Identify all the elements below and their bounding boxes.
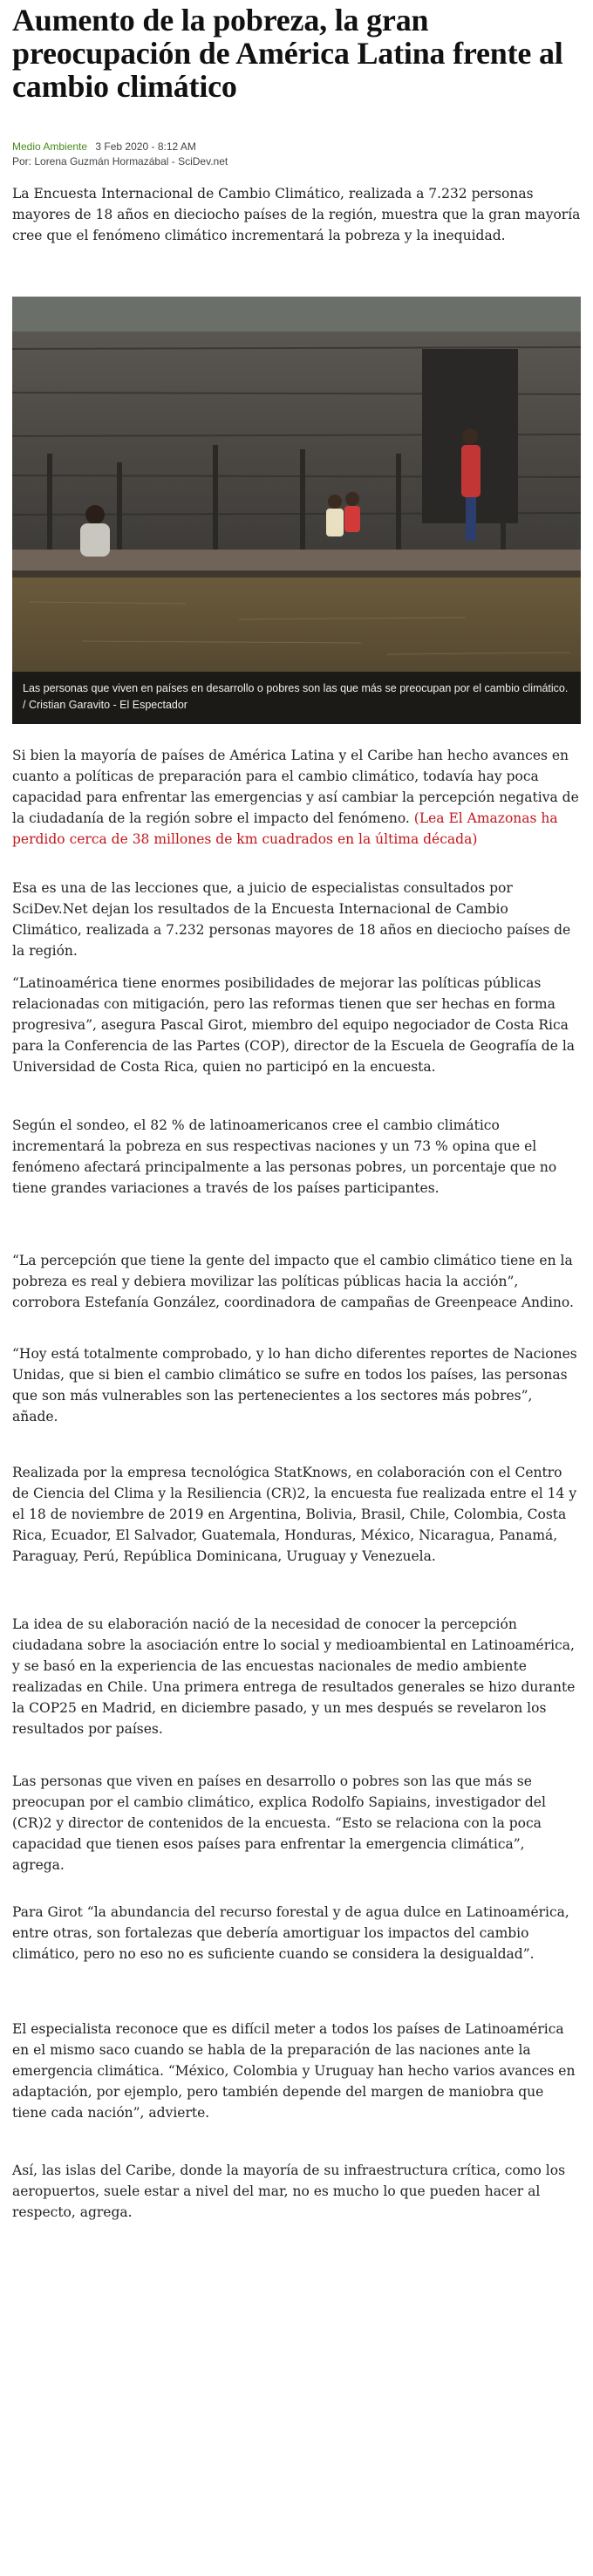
body-paragraph-3: “Latinoamérica tiene enormes posibilidades de mejorar las políticas públicas relacionadas con mitigación, pero las reformas tienen que ser hechas en forma progresiva”, asegura Pascal Girot, miembro del equipo negociador de Costa Rica para la Conferencia de las Partes (COP), director de la Escuela de Geografía de la Universidad de Costa Rica, quien no participó en la encuesta. xyxy=(12,975,576,1075)
lede: La Encuesta Internacional de Cambio Climático, realizada a 7.232 personas mayores de 18 años en dieciocho países de la región, muestra que la gran mayoría cree que el fenómeno climático incrementará la pobreza y la inequidad. xyxy=(12,186,581,243)
meta-separator: - xyxy=(151,140,158,153)
body-paragraph-1 xyxy=(12,745,581,850)
body-paragraph-8: La idea de su elaboración nació de la necesidad de conocer la percepción ciudadana sobre la asociación entre lo social y medioambiental en Latinoamérica, y se basó en la experiencia de las encuestas nacionales de medio ambiente realizadas en Chile. Una primera entrega de resultados generales se hizo durante la COP25 en Madrid, en diciembre pasado, y un mes después se revelaron los resultados por países. xyxy=(12,1616,576,1737)
body-paragraph-4: Según el sondeo, el 82 % de latinoamericanos cree el cambio climático incrementará la pobreza en sus respectivas naciones y un 73 % opina que el fenómeno afectará principalmente a las personas pobres, un porcentaje que no tiene grandes variaciones a través de los países participantes. xyxy=(12,1117,557,1196)
related-article-link[interactable]: (Lea El Amazonas ha perdido cerca de 38 millones de km cuadrados en la última década) xyxy=(12,810,558,847)
byline: Por: Lorena Guzmán Hormazábal - SciDev.net xyxy=(12,155,228,167)
figure-caption: Las personas que viven en países en desarrollo o pobres son las que más se preocupan por el cambio climático. / Cristian Garavito - El Espectador xyxy=(12,672,581,724)
body-paragraph-7: Realizada por la empresa tecnológica StatKnows, en colaboración con el Centro de Ciencia del Clima y la Resiliencia (CR)2, la encuesta fue realizada entre el 14 y el 18 de noviembre de 2019 en Argentina, Bolivia, Brasil, Chile, Colombia, Costa Rica, Ecuador, El Salvador, Guatemala, Honduras, México, Nicaragua, Panamá, Paraguay, Perú, República Dominicana, Uruguay y Venezuela. xyxy=(12,1465,577,1564)
paragraph-1-text: Si bien la mayoría de países de América Latina y el Caribe han hecho avances en cuanto a políticas de preparación para el cambio climático, todavía hay poca capacidad para enfrentar las emergencias y así cambiar la percepción negativa de la ciudadanía de la región sobre el impacto del fenómeno. xyxy=(12,748,579,826)
article-meta xyxy=(12,140,228,169)
headline: Aumento de la pobreza, la gran preocupación de América Latina frente al cambio climático xyxy=(12,3,563,104)
body-paragraph-5: “La percepción que tiene la gente del impacto que el cambio climático tiene en la pobreza es real y debiera movilizar las políticas públicas hacia la acción”, corrobora Estefanía González, coordinadora de campañas de Greenpeace Andino. xyxy=(12,1253,574,1310)
body-paragraph-11: El especialista reconoce que es difícil meter a todos los países de Latinoamérica en el mismo saco cuando se habla de la preparación de las naciones ante la emergencia climática. “México, Colombia y Uruguay han hecho varios avances en adaptación, por ejemplo, pero también depende del margen de maniobra que tiene cada nación”, advierte. xyxy=(12,2021,576,2121)
publish-date: 3 Feb 2020 xyxy=(95,140,149,153)
body-paragraph-6: “Hoy está totalmente comprobado, y lo han dicho diferentes reportes de Naciones Unidas, que si bien el cambio climático se sufre en todos los países, las personas que son más vulnerables son las pertenecientes a los sectores más pobres”, añade. xyxy=(12,1346,577,1425)
body-paragraph-2: Esa es una de las lecciones que, a juicio de especialistas consultados por SciDev.Net dejan los resultados de la Encuesta Internacional de Cambio Climático, realizada a 7.232 personas mayores de 18 años en dieciocho países de la región. xyxy=(12,880,571,959)
body-paragraph-9: Las personas que viven en países en desarrollo o pobres son las que más se preocupan por el cambio climático, explica Rodolfo Sapiains, investigador del (CR)2 y director de contenidos de la encuesta. “Esto se relaciona con la poca capacidad que tienen esos países para enfrentar la emergencia climática”, agrega. xyxy=(12,1773,546,1873)
article-figure xyxy=(12,297,581,724)
body-paragraph-10: Para Girot “la abundancia del recurso forestal y de agua dulce en Latinoamérica, entre otras, son fortalezas que debería amortiguar los impactos del cambio climático, pero no eso no es suficiente cuando se considera la desigualdad”. xyxy=(12,1904,569,1962)
river-village-photo xyxy=(12,297,581,724)
publish-time: 8:12 AM xyxy=(157,140,196,153)
body-paragraph-12: Así, las islas del Caribe, donde la mayoría de su infraestructura crítica, como los aeropuertos, suele estar a nivel del mar, no es mucho lo que pueden hacer al respecto, agrega. xyxy=(12,2163,566,2220)
section-link[interactable]: Medio Ambiente xyxy=(12,140,88,153)
